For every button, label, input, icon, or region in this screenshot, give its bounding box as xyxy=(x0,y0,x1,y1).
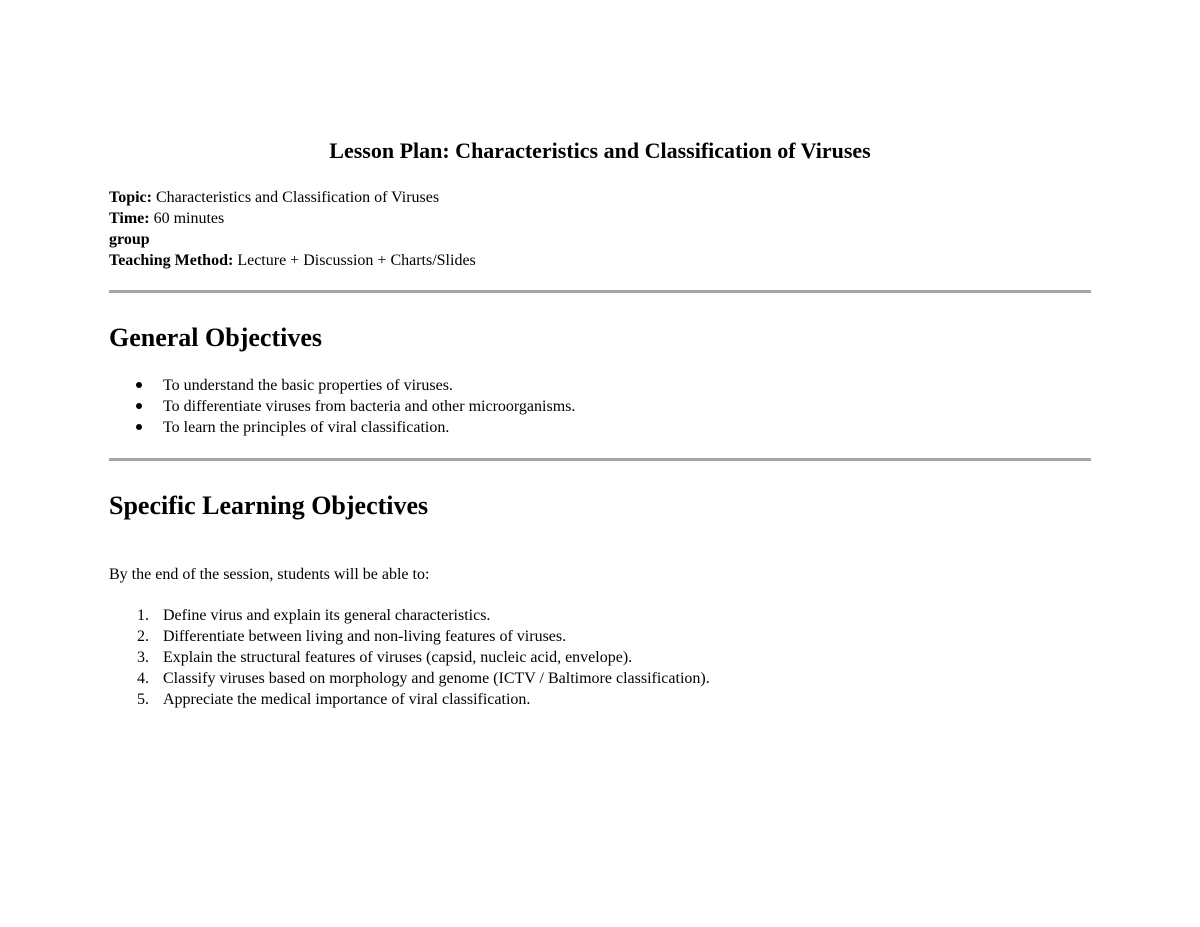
meta-method xyxy=(109,250,476,271)
meta-group-label: group xyxy=(109,231,150,248)
meta-topic-label: Topic: xyxy=(109,189,152,206)
list-item xyxy=(109,396,575,417)
list-item xyxy=(109,605,710,626)
meta-time-label: Time: xyxy=(109,210,150,227)
list-number: 5. xyxy=(137,691,149,708)
bullet-icon xyxy=(136,403,142,409)
meta-method-label: Teaching Method: xyxy=(109,252,234,269)
list-number: 1. xyxy=(137,607,149,624)
meta-time xyxy=(109,208,476,229)
meta-topic xyxy=(109,187,476,208)
list-item-text: To differentiate viruses from bacteria and other microorganisms. xyxy=(163,398,576,415)
meta-time-value: 60 minutes xyxy=(149,210,225,227)
list-item xyxy=(109,375,575,396)
horizontal-divider xyxy=(109,458,1091,461)
list-number: 2. xyxy=(137,628,149,645)
meta-method-value: Lecture + Discussion + Charts/Slides xyxy=(233,252,476,269)
list-item-text: Define virus and explain its general characteristics. xyxy=(163,607,491,624)
specific-objectives-intro: By the end of the session, students will be able to: xyxy=(109,566,430,583)
list-item-text: To learn the principles of viral classification. xyxy=(163,419,450,436)
page-title: Lesson Plan: Characteristics and Classification of Viruses xyxy=(329,138,871,163)
general-objectives-list xyxy=(109,375,575,438)
meta-group xyxy=(109,229,476,250)
list-number: 3. xyxy=(137,649,149,666)
list-item xyxy=(109,668,710,689)
bullet-icon xyxy=(136,424,142,430)
specific-objectives-heading: Specific Learning Objectives xyxy=(109,491,429,520)
list-item-text: Appreciate the medical importance of viral classification. xyxy=(163,691,531,708)
lesson-meta xyxy=(109,187,476,271)
list-item xyxy=(109,689,710,710)
list-item xyxy=(109,626,710,647)
specific-objectives-list xyxy=(109,605,710,710)
meta-topic-value: Characteristics and Classification of Viruses xyxy=(151,189,440,206)
list-item xyxy=(109,647,710,668)
horizontal-divider xyxy=(109,290,1091,293)
list-item-text: Explain the structural features of viruses (capsid, nucleic acid, envelope). xyxy=(163,649,633,666)
list-item-text: Classify viruses based on morphology and genome (ICTV / Baltimore classification). xyxy=(163,670,710,687)
list-item-text: To understand the basic properties of viruses. xyxy=(163,377,453,394)
list-item xyxy=(109,417,575,438)
list-number: 4. xyxy=(137,670,149,687)
bullet-icon xyxy=(136,382,142,388)
list-item-text: Differentiate between living and non-living features of viruses. xyxy=(163,628,567,645)
general-objectives-heading: General Objectives xyxy=(109,323,322,352)
